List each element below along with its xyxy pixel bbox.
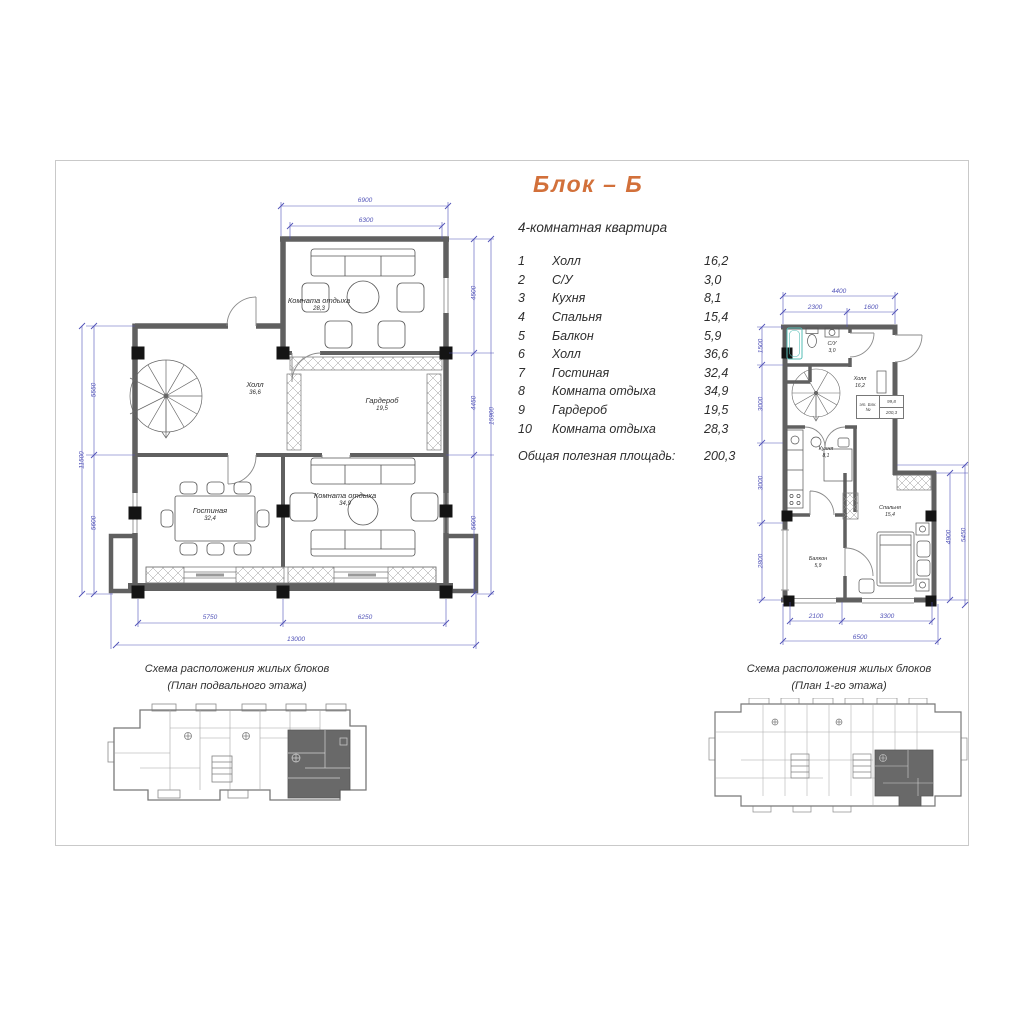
- first-floor-site-caption: Схема расположения жилых блоков (План 1-го этажа): [746, 663, 932, 692]
- dim-label: 5450: [960, 527, 968, 543]
- total-area-row: Общая полезная площадь: 200,3: [518, 448, 736, 463]
- first-floor-plan: [750, 283, 980, 653]
- first-floor-site-plan: [703, 698, 973, 813]
- first-floor-plan-drawing: [750, 283, 980, 653]
- stamp-label: эт. Блк.№: [857, 396, 880, 418]
- room-label-living: Гостиная 32,4: [192, 506, 228, 522]
- dim-label: 5600: [470, 515, 478, 531]
- area-stamp-table: [856, 395, 904, 419]
- list-item: 1 Холл 16,2: [518, 254, 729, 269]
- dim-label: 4450: [470, 395, 478, 411]
- room-legend: [518, 220, 744, 463]
- list-item: 6 Холл 36,6: [518, 347, 729, 362]
- room-label-kitchen: Кухня 8,1: [818, 446, 834, 460]
- list-item: 10 Комната отдыха 28,3: [518, 421, 729, 436]
- dim-label: 6500: [852, 634, 868, 641]
- dim-label: 4900: [945, 529, 953, 545]
- dim-label: 5550: [90, 382, 98, 398]
- basement-plan-drawing: [78, 193, 508, 658]
- list-item: 4 Спальня 15,4: [518, 310, 729, 325]
- room-label-bedroom: Спальня 15,4: [879, 505, 901, 519]
- room-label-hall: Холл 36,6: [246, 380, 264, 396]
- list-item: 8 Комната отдыха 34,9: [518, 384, 729, 399]
- dim-label: 1500: [757, 338, 765, 354]
- list-item: 5 Балкон 5,9: [518, 328, 722, 343]
- stamp-value-top: 99,8: [880, 396, 903, 408]
- room-label-rest-bottom: Комната отдыха 34,9: [313, 491, 377, 507]
- dim-label: 2100: [808, 613, 824, 620]
- dim-label: 5750: [202, 614, 218, 621]
- list-item: 2 С/У 3,0: [518, 272, 722, 287]
- dim-label: 3000: [757, 475, 765, 491]
- list-item: 9 Гардероб 19,5: [518, 403, 729, 418]
- highlighted-block: [875, 750, 933, 806]
- basement-site-caption: Схема расположения жилых блоков (План подвального этажа): [144, 663, 330, 692]
- list-item: 7 Гостиная 32,4: [518, 365, 729, 380]
- spiral-stair-icon: [130, 360, 202, 438]
- room-label-wardrobe: Гардероб 19,5: [365, 396, 399, 412]
- dim-label: 15900: [488, 406, 496, 426]
- room-label-rest-top: Комната отдыха 28,3: [287, 296, 351, 312]
- dim-label: 3300: [879, 613, 895, 620]
- stamp-value-bottom: 200,3: [885, 410, 898, 416]
- spiral-stair-icon: [792, 369, 840, 421]
- page-title: Блок – Б: [533, 171, 644, 197]
- dim-label: 2800: [757, 553, 765, 569]
- dim-label: 6900: [357, 197, 373, 204]
- dim-label: 4500: [470, 285, 478, 301]
- dim-label: 11500: [78, 451, 86, 469]
- basement-site-plan: [100, 698, 380, 810]
- basement-floor-plan: [78, 193, 508, 658]
- dim-label: 5600: [90, 515, 98, 531]
- room-label-wc: С/У 3,0: [827, 341, 837, 355]
- dim-label: 1600: [863, 304, 879, 311]
- dim-label: 2300: [807, 304, 823, 311]
- dim-label: 13000: [286, 636, 306, 643]
- dim-label: 6300: [358, 217, 374, 224]
- first-floor-site-plan-drawing: [703, 698, 973, 813]
- room-label-hall: Холл 16,2: [853, 376, 867, 390]
- highlighted-block: [288, 730, 350, 798]
- list-item: 3 Кухня 8,1: [518, 291, 722, 306]
- dim-label: 3000: [757, 396, 765, 412]
- dim-label: 4400: [831, 288, 847, 295]
- apartment-type-label: 4-комнатная квартира: [518, 220, 668, 235]
- room-label-balcony: Балкон 5,9: [808, 556, 828, 570]
- dim-label: 6250: [357, 614, 373, 621]
- basement-site-plan-drawing: [100, 698, 380, 810]
- room-list: [518, 252, 744, 438]
